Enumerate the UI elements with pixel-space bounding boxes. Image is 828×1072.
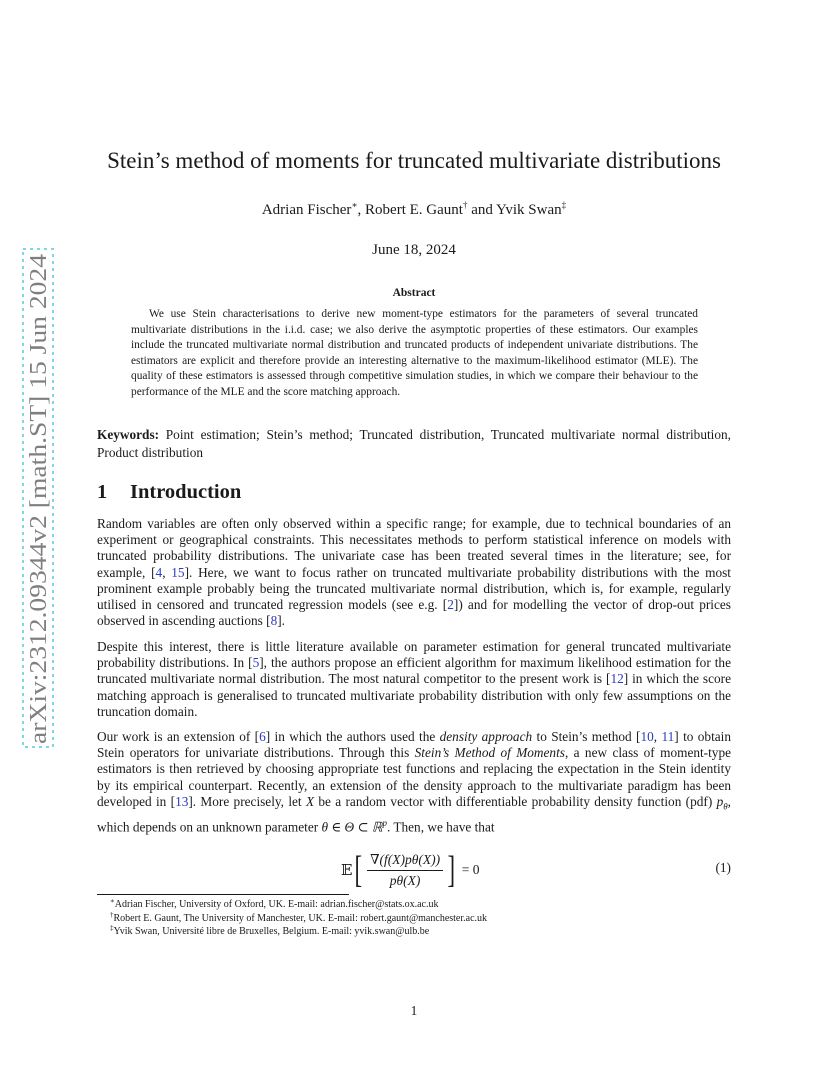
paragraph-text: , [653,729,662,744]
footnote-marker[interactable]: ‡ [561,200,567,210]
equation-number: (1) [715,860,731,875]
keywords-label: Keywords: [97,427,160,442]
paragraph-text: ]) and for modelling the vector of drop-out prices observed in ascending auctions [ [97,597,731,629]
paragraph-text: ]. [277,613,285,629]
footnote [110,925,730,939]
footnote-text: Robert E. Gaunt, The University of Manchester, UK. E-mail: robert.gaunt@manchester.ac.uk [113,912,488,924]
left-bracket: [ [354,849,363,891]
paragraph-text: to Stein’s method [ [532,729,641,744]
body-paragraph [97,729,731,835]
citation-link[interactable]: 5 [252,655,260,671]
fraction-numerator: ∇(f(X)pθ(X)) [367,852,443,871]
paragraph-text: ]. Here, we want to focus rather on truncated multivariate probability distributions with the most prominent example probably being the truncated multivariate normal distribution, which is, for example, regularly utilised in censored and truncated regression models (see e.g. [ [97,564,731,613]
body-paragraph [97,516,731,629]
equation-rhs: = 0 [461,862,480,877]
paragraph-text: Despite this interest, there is little literature available on parameter estimation for general truncated multivariate probability distributions. In [ [97,639,731,671]
publication-date: June 18, 2024 [372,242,456,258]
author-line [60,200,768,220]
paper-title: Stein’s method of moments for truncated multivariate distributions [107,148,721,173]
arxiv-identifier-stamp [22,248,54,748]
section-title: Introduction [130,481,242,503]
footnote-text: Adrian Fischer, University of Oxford, UK. E-mail: adrian.fischer@stats.ox.ac.uk [114,899,439,910]
math-subscript: θ [723,801,728,812]
expectation-symbol: 𝔼 [341,862,353,879]
citation-link[interactable]: 13 [175,793,189,809]
paragraph-text: Random variables are often only observed within a specific range; for example, due to technical boundaries of an experiment or geographical constraints. This necessitates methods to perform statistical inference on models with truncated probability distributions. The univariate case has been treated several times in the literature; see, for example, [ [97,516,731,580]
paragraph-text: Our work is an extension of [ [97,729,260,744]
section-heading [97,480,731,504]
arxiv-id-text: arXiv:2312.09344v2 [math.ST] 15 Jun 2024 [25,308,52,744]
author-name: Yvik Swan [496,202,562,218]
paragraph-text: . Then, we have that [386,819,495,835]
math-superscript: p [382,817,387,828]
paragraph-text: ]. More precisely, let [188,793,306,809]
paragraph-text: , a new class of moment-type estimators is then retrieved by choosing appropriate test functions and replacing the expectation in the Stein identity by its empirical counterpart. Recently, an extension of the density approach to the multivariate paradigm has been developed in [ [97,745,732,809]
paragraph-text: ] in which the score matching approach is generalised to truncated multivariate probability distribution with only few assumptions on the truncation domain. [97,671,731,719]
equation-fraction [367,852,443,889]
citation-link[interactable]: 15 [171,564,185,580]
emphasized-term: Stein’s Method of Moments [414,745,565,761]
abstract-body: We use Stein characterisations to derive new moment-type estimators for the parameters of several truncated multivariate distributions in the i.i.d. case; we also derive the asymptotic properties of these estimators. Our examples include the truncated multivariate normal distribution and truncated products of independent univariate distributions. The estimators are explicit and therefore provide an interesting alternative to the maximum-likelihood estimator (MLE). The quality of these estimators is assessed through competitive simulation studies, in which we compare their behaviour to the performance of the MLE and the score matching approach. [131,308,698,398]
keywords-text: Point estimation; Stein’s method; Truncated distribution, Truncated multivariate normal distribution, Product distribution [97,427,731,460]
section-number: 1 [97,481,108,503]
footnote-text: Yvik Swan, Université libre de Bruxelles, Belgium. E-mail: yvik.swan@ulb.be [113,926,430,937]
math-symbol: θ ∈ Θ ⊂ ℝ [321,819,383,835]
citation-link[interactable]: 2 [447,597,454,613]
emphasized-term: density approach [439,729,533,744]
footnote [110,912,730,926]
footnote-mark: † [110,910,114,919]
footnote-marker[interactable]: † [462,200,468,210]
paragraph-text: ] to obtain Stein operators for univariate distributions. Through this [97,729,732,761]
footnote-divider [97,894,349,895]
paragraph-text: ], the authors propose an efficient algorithm for maximum likelihood estimation for the truncated multivariate normal distribution. The most natural competitor to the present work is [ [97,655,731,687]
citation-link[interactable]: 10 [640,729,654,744]
body-paragraph [97,639,731,720]
math-symbol: X [305,793,315,809]
author-separator: and [467,202,497,218]
display-equation [97,848,731,892]
footnote-mark: ‡ [110,924,114,932]
paragraph-text: ] in which the authors used the [265,729,440,744]
paragraph-text: be a random vector with differentiable probability density function (pdf) [314,793,717,809]
citation-link[interactable]: 6 [259,729,266,744]
paragraph-text: , which depends on an unknown parameter [97,793,731,835]
keywords [97,426,731,462]
equation-body [341,848,480,892]
citation-link[interactable]: 8 [270,613,278,629]
footnotes [110,898,730,939]
author-name: Robert E. Gaunt [365,202,463,218]
fraction-denominator: pθ(X) [389,872,421,888]
math-symbol: p [716,793,724,809]
footnote-marker[interactable]: ∗ [351,200,358,210]
paragraph-text: , [162,564,172,580]
footnote [110,898,730,912]
citation-link[interactable]: 4 [155,564,163,580]
abstract-heading: Abstract [392,287,436,299]
citation-link[interactable]: 11 [661,729,675,744]
author-separator: , [357,202,366,218]
right-bracket: ] [447,849,456,891]
author-name: Adrian Fischer [261,202,352,218]
page-number: 1 [410,1003,418,1018]
footnote-mark: ∗ [110,897,115,905]
citation-link[interactable]: 12 [610,671,624,687]
